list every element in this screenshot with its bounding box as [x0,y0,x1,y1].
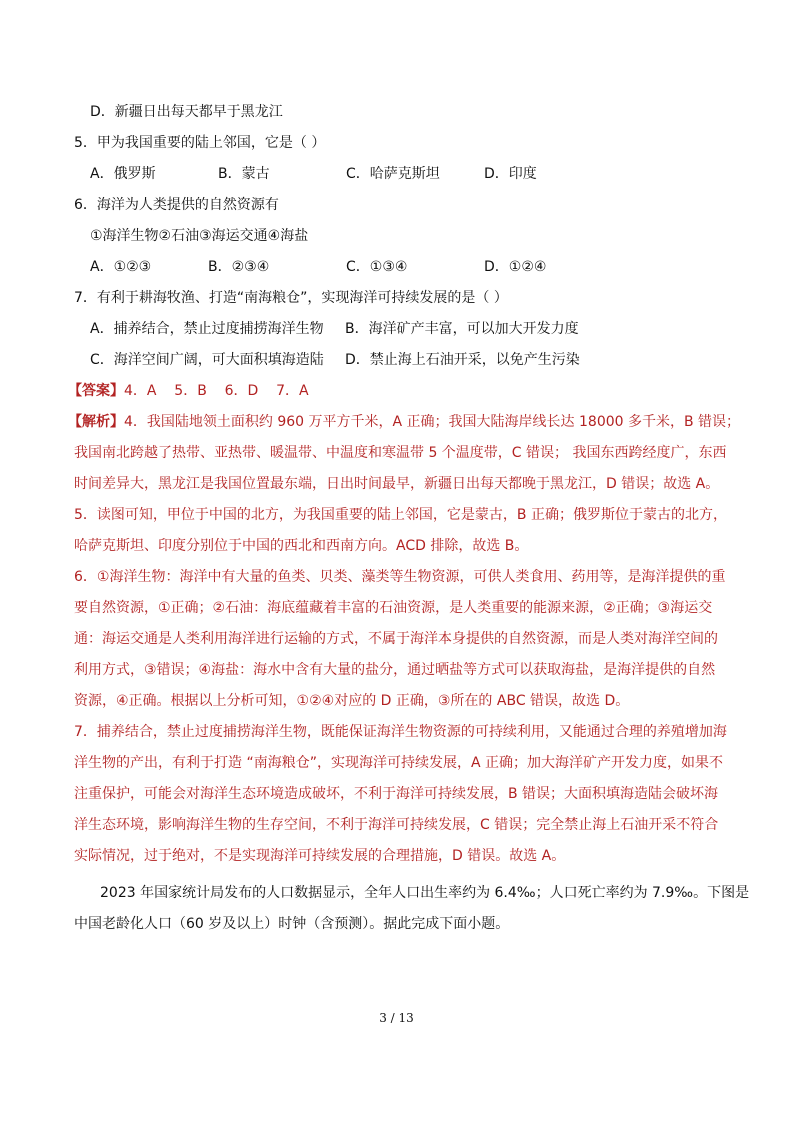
answer-line [68,381,309,401]
analysis-line-5: 6．①海洋生物：海洋中有大量的鱼类、贝类、藻类等生物资源，可供人类食用、药用等，是海洋提供的重 [74,569,726,585]
analysis-line-3: 5．读图可知，甲位于中国的北方，为我国重要的陆上邻国，它是蒙古，B 正确；俄罗斯位于蒙古的北方， [74,507,727,523]
analysis-line-12: 注重保护，可能会对海洋生态环境造成破坏，不利于海洋可持续发展，B 错误；大面积填海造陆会破坏海 [74,786,719,802]
analysis-line-2: 时间差异大，黑龙江是我国位置最东端，日出时间最早，新疆日出每天都晚于黑龙江，D 错误；故选 A。 [74,476,720,492]
q5-stem: 5．甲为我国重要的陆上邻国，它是（ ） [74,135,326,151]
q4-option-d: D．新疆日出每天都早于黑龙江 [90,104,283,120]
q7-option-c: C．海洋空间广阔，可大面积填海造陆 [90,352,324,368]
q7-option-b: B．海洋矿产丰富，可以加大开发力度 [345,321,579,337]
analysis-line-13: 洋生态环境，影响海洋生物的生存空间，不利于海洋可持续发展，C 错误；完全禁止海上石油开采不符合 [74,817,719,833]
q6-stem: 6．海洋为人类提供的自然资源有 [74,197,279,213]
analysis-line-0 [68,412,740,432]
q5-option-b: B．蒙古 [218,166,270,182]
q6-option-d: D．①②④ [484,259,547,275]
analysis-line-4: 哈萨克斯坦、印度分别位于中国的西北和西南方向。ACD 排除，故选 B。 [74,538,529,554]
q6-option-a: A．①②③ [90,259,152,275]
q7-option-d: D．禁止海上石油开采，以免产生污染 [345,352,580,368]
answer-tag: 【答案】 [68,383,124,399]
answer-text: 4．A 5．B 6．D 7．A [124,383,309,399]
q7-option-a: A．捕养结合，禁止过度捕捞海洋生物 [90,321,324,337]
q5-option-a: A．俄罗斯 [90,166,156,182]
q6-options [90,257,546,277]
q6-option-c: C．①③④ [346,259,408,275]
analysis-tag: 【解析】 [68,414,124,430]
q7-options-row1 [90,319,579,339]
q7-stem: 7．有利于耕海牧渔、打造“南海粮仓”，实现海洋可持续发展的是（ ） [74,290,508,306]
intro-line-1: 中国老龄化人口（60 岁及以上）时钟（含预测）。据此完成下面小题。 [74,916,510,932]
q6-items: ①海洋生物②石油③海运交通④海盐 [90,228,309,244]
q5-option-c: C．哈萨克斯坦 [346,166,440,182]
analysis-line-11: 洋生物的产出，有利于打造 “南海粮仓”，实现海洋可持续发展，A 正确；加大海洋矿产开发力度，如果不 [74,755,723,771]
q5-options [90,164,537,184]
analysis-line-10: 7．捕养结合，禁止过度捕捞海洋生物，既能保证海洋生物资源的可持续利用，又能通过合理的养殖增加海 [74,724,727,740]
analysis-text: 4．我国陆地领土面积约 960 万平方千米，A 正确；我国大陆海岸线长达 18000 多千米，B 错误； [124,414,741,430]
analysis-line-9: 资源，④正确。根据以上分析可知，①②④对应的 D 正确，③所在的 ABC 错误，故选 D。 [74,693,630,709]
intro-line-0: 2023 年国家统计局发布的人口数据显示，全年人口出生率约为 6.4‰；人口死亡率约为 7.9‰。下图是 [100,885,750,901]
analysis-line-6: 要自然资源，①正确；②石油：海底蕴藏着丰富的石油资源，是人类重要的能源来源，②正确；③海运交 [74,600,713,616]
analysis-line-7: 通：海运交通是人类利用海洋进行运输的方式，不属于海洋本身提供的自然资源，而是人类对海洋空间的 [74,631,718,647]
analysis-line-1: 我国南北跨越了热带、亚热带、暖温带、中温度和寒温带 5 个温度带，C 错误； 我国东西跨经度广，东西 [74,445,727,461]
page-number: 3 / 13 [379,1011,414,1025]
analysis-line-14: 实际情况，过于绝对，不是实现海洋可持续发展的合理措施，D 错误。故选 A。 [74,848,566,864]
q6-option-b: B．②③④ [208,259,270,275]
analysis-line-8: 利用方式，③错误；④海盐：海水中含有大量的盐分，通过晒盐等方式可以获取海盐，是海洋提供的自然 [74,662,716,678]
q7-options-row2 [90,350,580,370]
q5-option-d: D．印度 [484,166,537,182]
